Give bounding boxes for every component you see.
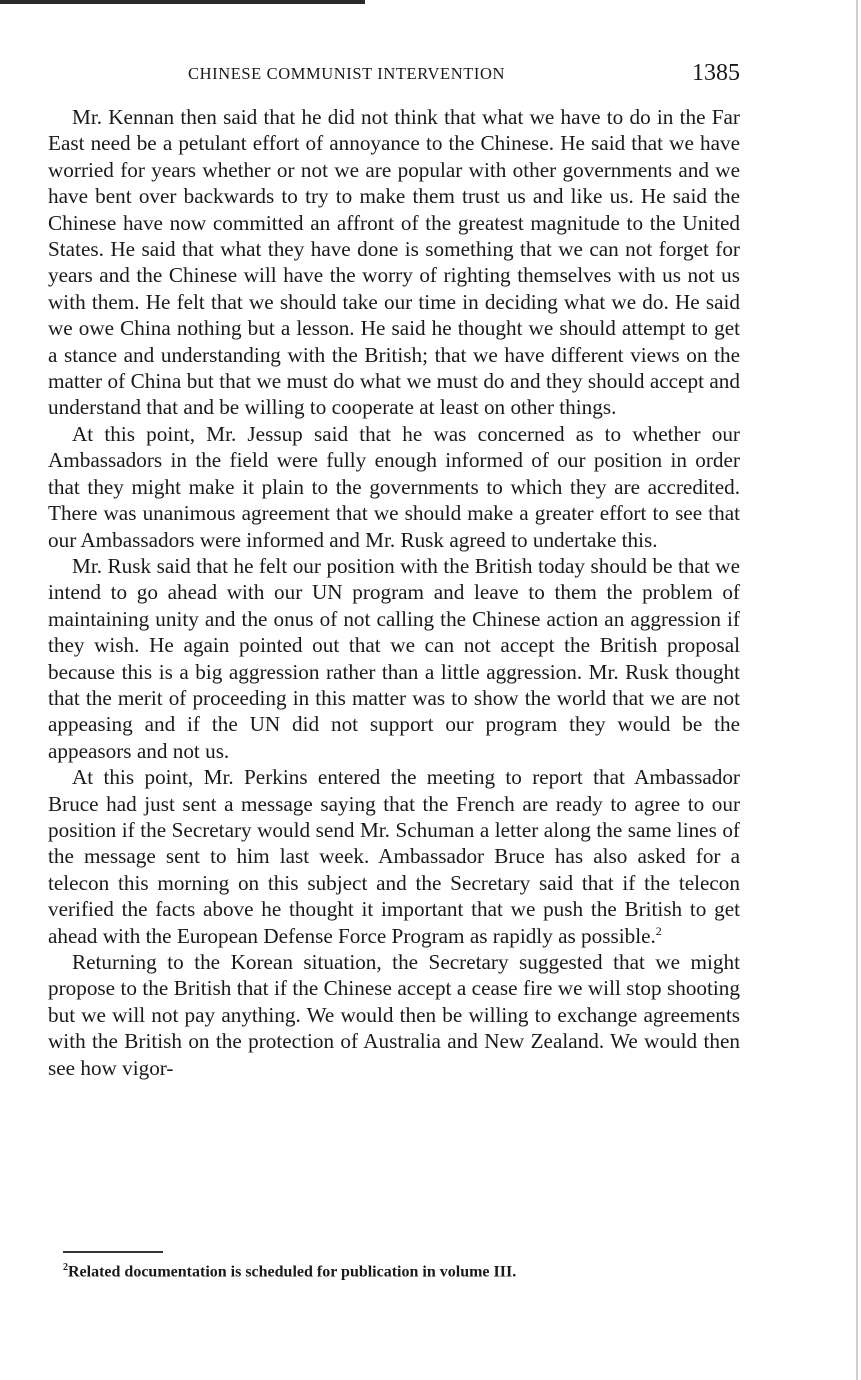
- paragraph-korean-situation: Returning to the Korean situation, the Secretary suggested that we might propose to the British that if the Chinese accept a cease fire we will stop shooting but we will not pay anything. We would then be willing to exchange agreements with the British on the protection of Australia and New Zealand. We would then see how vigor-: [48, 950, 740, 1080]
- body-text: [48, 104, 740, 1081]
- paragraph-jessup: At this point, Mr. Jessup said that he was concerned as to whether our Ambassadors in the field were fully enough informed of our position in order that they might make it plain to the governments to which they are accredited. There was unanimous agreement that we should make a greater effort to see that our Ambassadors were informed and Mr. Rusk agreed to undertake this.: [48, 421, 740, 552]
- footnote: [63, 1262, 743, 1281]
- footnote-marker: 2: [63, 1262, 68, 1273]
- top-edge-rule: [0, 0, 365, 4]
- paragraph-perkins: [48, 764, 740, 949]
- footnote-rule: [63, 1251, 163, 1253]
- footnote-text: Related documentation is scheduled for publication in volume III.: [68, 1263, 517, 1281]
- paragraph-kennan: Mr. Kennan then said that he did not think that what we have to do in the Far East need be a petulant effort of annoyance to the Chinese. He said that we have worried for years whether or not we are popular with other governments and we have bent over backwards to try to make them trust us and like us. He said the Chinese have now committed an affront of the greatest magnitude to the United States. He said that what they have done is something that we can not forget for years and the Chinese will have the worry of righting themselves with us not us with them. He felt that we should take our time in deciding what we do. He said we owe China nothing but a lesson. He said he thought we should attempt to get a stance and understanding with the British; that we have different views on the matter of China but that we must do what we must do and they should accept and understand that and be willing to cooperate at least on other things.: [48, 105, 740, 420]
- page-header: [48, 60, 740, 90]
- right-edge-rule: [856, 0, 858, 1380]
- paragraph-rusk: Mr. Rusk said that he felt our position with the British today should be that we intend to go ahead with our UN program and leave to them the problem of maintaining unity and the onus of not calling the Chinese action an aggression if they wish. He again pointed out that we can not accept the British proposal because this is a big aggression rather than a little aggression. Mr. Rusk thought that the merit of proceeding in this matter was to show the world that we are not appeasing and if the UN did not support our program they would be the appeasors and not us.: [48, 553, 740, 763]
- page-number: 1385: [692, 60, 740, 86]
- footnote-reference: 2: [655, 923, 662, 938]
- paragraph-perkins-text: At this point, Mr. Perkins entered the meeting to report that Ambassador Bruce had just sent a message saying that the French are ready to agree to our position if the Secretary would send Mr. Schuman a letter along the same lines of the message sent to him last week. Ambassador Bruce has also asked for a telecon this morning on this subject and the Secretary said that if the telecon verified the facts above he thought it important that we push the British to get ahead with the European Defense Force Program as rapidly as possible.: [48, 765, 740, 948]
- running-head: CHINESE COMMUNIST INTERVENTION: [188, 64, 506, 83]
